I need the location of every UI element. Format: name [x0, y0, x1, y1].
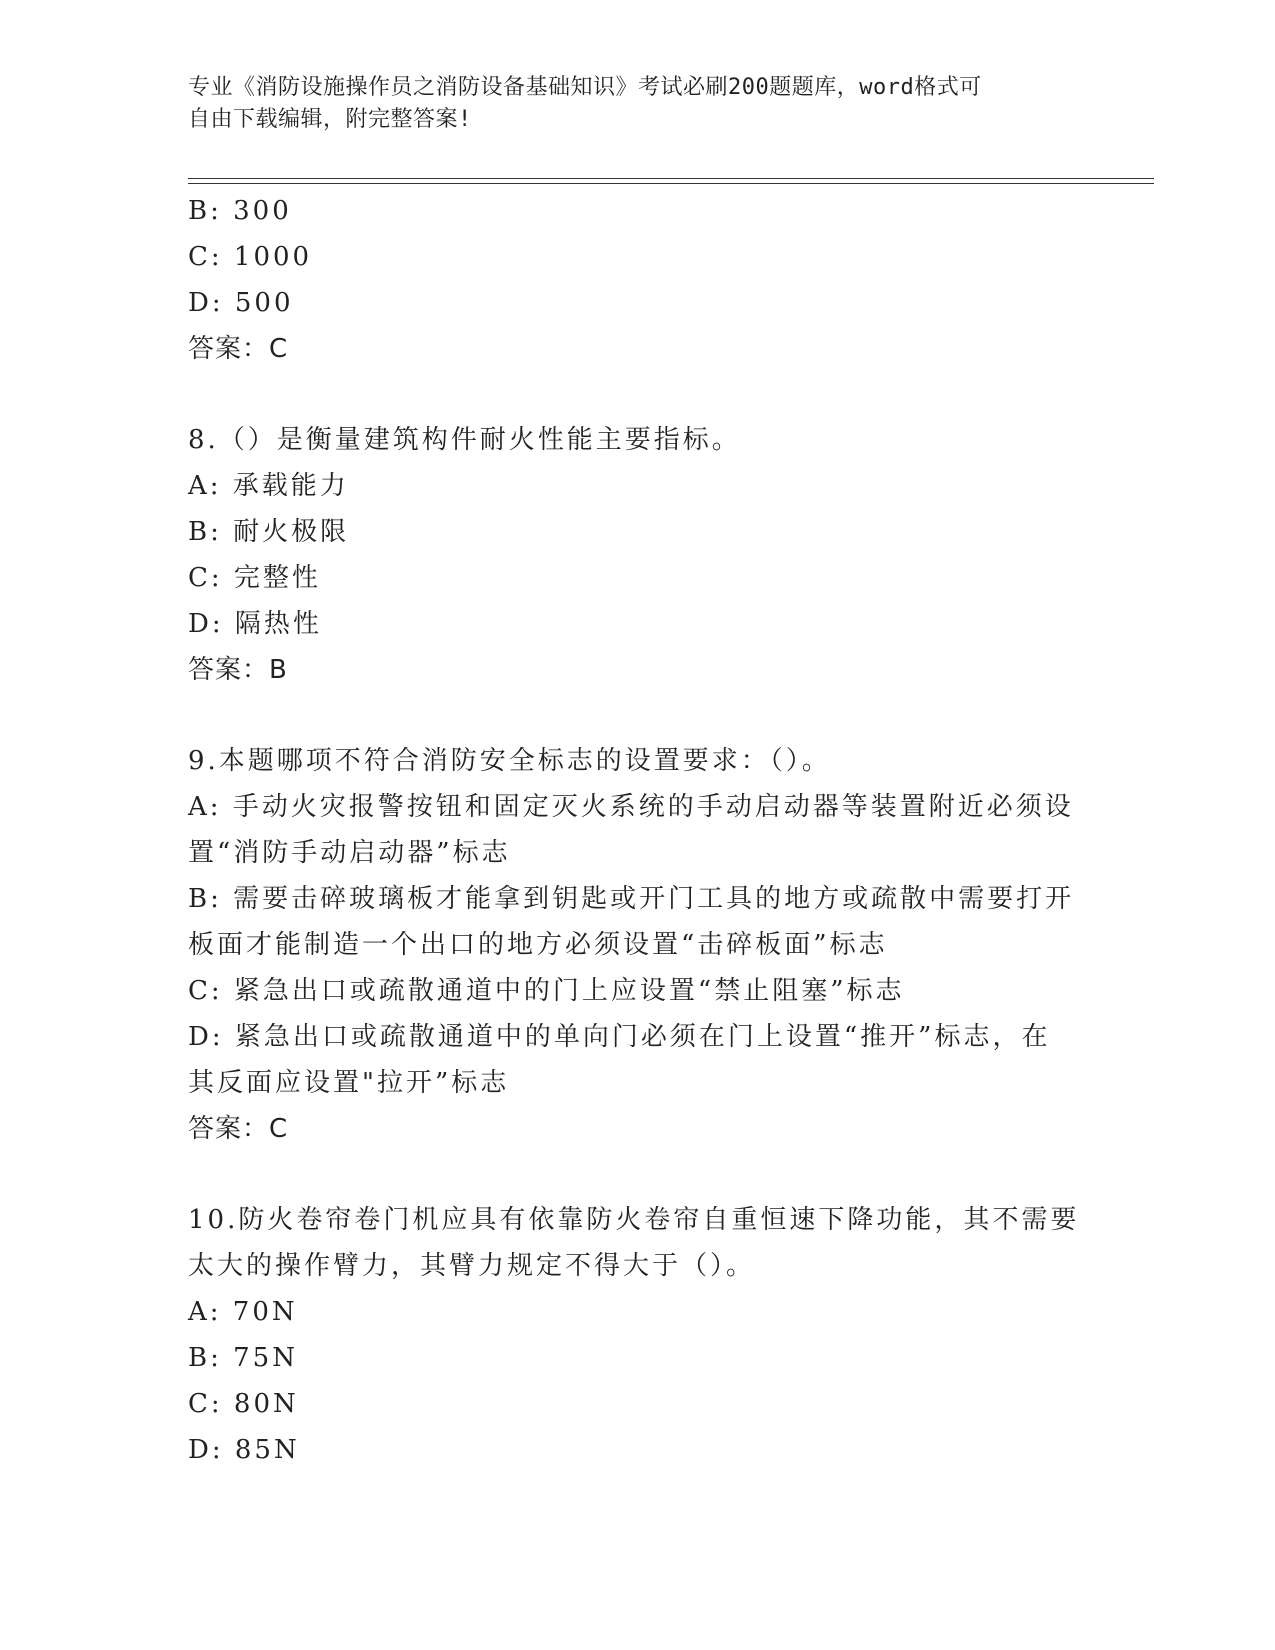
q9-question: 9.本题哪项不符合消防安全标志的设置要求：（）。	[188, 746, 831, 776]
q7-option-b: B: 300	[188, 196, 292, 226]
q8-option-c: C: 完整性	[188, 563, 321, 593]
q9-option-b-line-2: 板面才能制造一个出口的地方必须设置“击碎板面”标志	[188, 930, 888, 960]
q8-option-a: A: 承载能力	[188, 471, 349, 501]
question-9	[188, 738, 1088, 1152]
q7-option-d: D: 500	[188, 288, 294, 318]
q7-answer: 答案：C	[188, 334, 289, 364]
spacer	[188, 693, 1088, 738]
q9-option-d-line-2: 其反面应设置"拉开”标志	[188, 1068, 510, 1098]
q7-option-c: C: 1000	[188, 242, 313, 272]
q9-option-b-line-1: B: 需要击碎玻璃板才能拿到钥匙或开门工具的地方或疏散中需要打开	[188, 884, 1075, 914]
header-title-line-2: 自由下载编辑，附完整答案!	[188, 107, 472, 132]
q10-option-c: C: 80N	[188, 1389, 299, 1419]
q8-question: 8.（）是衡量建筑构件耐火性能主要指标。	[188, 425, 741, 455]
q9-option-a-line-1: A: 手动火灾报警按钮和固定灭火系统的手动启动器等装置附近必须设	[188, 792, 1074, 822]
q10-question-line-1: 10.防火卷帘卷门机应具有依靠防火卷帘自重恒速下降功能，其不需要	[188, 1205, 1080, 1235]
header-title-line-1: 专业《消防设施操作员之消防设备基础知识》考试必刷200题题库，word格式可	[188, 75, 982, 100]
q10-option-d: D: 85N	[188, 1435, 300, 1465]
q10-option-b: B: 75N	[188, 1343, 298, 1373]
q9-option-c: C: 紧急出口或疏散通道中的门上应设置“禁止阻塞”标志	[188, 976, 905, 1006]
question-10	[188, 1197, 1088, 1473]
question-list	[188, 188, 1088, 1473]
document-header	[188, 72, 1088, 136]
q8-answer: 答案：B	[188, 655, 288, 685]
q9-option-d-line-1: D: 紧急出口或疏散通道中的单向门必须在门上设置“推开”标志，在	[188, 1022, 1051, 1052]
header-divider	[188, 178, 1154, 184]
question-7-tail	[188, 188, 1088, 372]
q10-question-line-2: 太大的操作臂力，其臂力规定不得大于（）。	[188, 1251, 756, 1281]
q8-option-b: B: 耐火极限	[188, 517, 350, 547]
q9-option-a-line-2: 置“消防手动启动器”标志	[188, 838, 511, 868]
q10-option-a: A: 70N	[188, 1297, 298, 1327]
spacer	[188, 372, 1088, 417]
q8-option-d: D: 隔热性	[188, 609, 322, 639]
question-8	[188, 417, 1088, 693]
spacer	[188, 1152, 1088, 1197]
q9-answer: 答案：C	[188, 1114, 289, 1144]
